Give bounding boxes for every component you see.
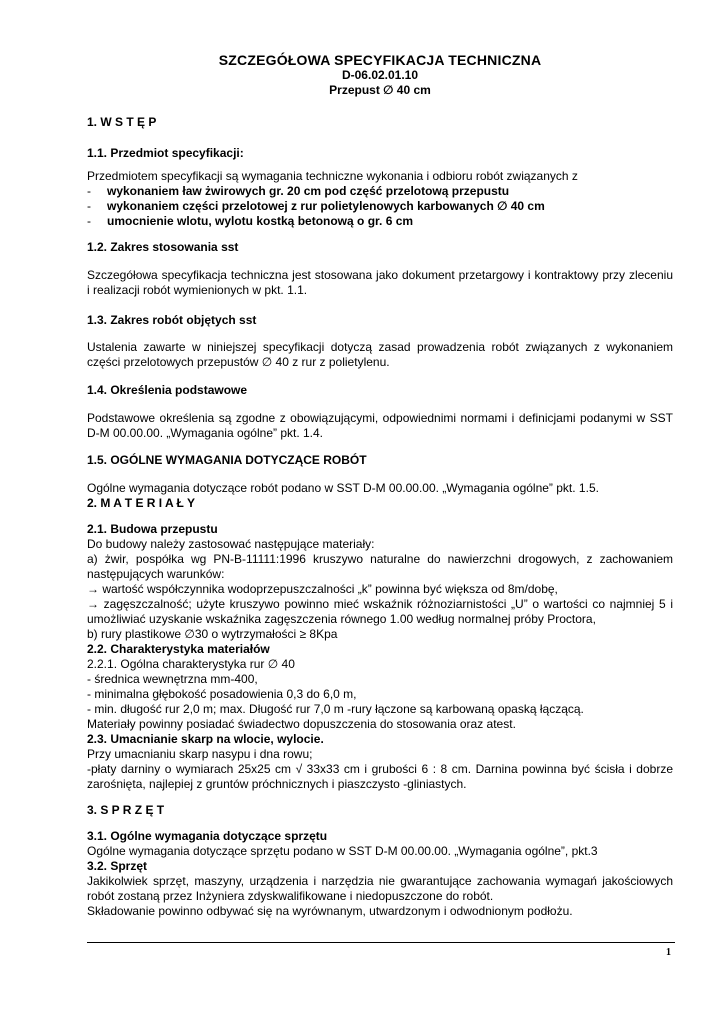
section-heading-1: 1. W S T Ę P xyxy=(87,115,157,129)
subsection-heading-1-5: 1.5. OGÓLNE WYMAGANIA DOTYCZĄCE ROBÓT xyxy=(87,453,367,467)
paragraph-line: Składowanie powinno odbywać się na wyrównanym, utwardzonym i odwodnionym podłożu. xyxy=(87,904,573,918)
paragraph-line: -płaty darniny o wymiarach 25x25 cm √ 33x33 cm i grubości 6 : 8 cm. Darnina powinna być ścisła i dobrze xyxy=(87,762,673,776)
paragraph-line: Przedmiotem specyfikacji są wymagania techniczne wykonania i odbioru robót związanych z xyxy=(87,169,578,183)
page-number: 1 xyxy=(666,947,671,958)
paragraph-line: Materiały powinny posiadać świadectwo dopuszczenia do stosowania oraz atest. xyxy=(87,717,516,731)
paragraph-line: b) rury plastikowe ∅30 o wytrzymałości ≥ 8Kpa xyxy=(87,627,338,641)
paragraph-line: D-M 00.00.00. „Wymagania ogólne” pkt. 1.4. xyxy=(87,426,324,440)
paragraph-line: Przy umacnianiu skarp nasypu i dna rowu; xyxy=(87,747,313,761)
subsection-heading-2-2: 2.2. Charakterystyka materiałów xyxy=(87,642,270,656)
specification-code: D-06.02.01.10 xyxy=(341,68,419,82)
paragraph-line: Do budowy należy zastosować następujące materiały: xyxy=(87,537,375,551)
document-title: SZCZEGÓŁOWA SPECYFIKACJA TECHNICZNA xyxy=(218,52,542,68)
paragraph-line: - min. długość rur 2,0 m; max. Długość rur 7,0 m -rury łączone są karbowaną opaską łączącą. xyxy=(87,702,584,716)
subsection-heading-1-1: 1.1. Przedmiot specyfikacji: xyxy=(87,146,244,160)
bullet-text: umocnienie wlotu, wylotu kostką betonową o gr. 6 cm xyxy=(107,214,414,228)
section-heading-2: 2. M A T E R I A Ł Y xyxy=(87,496,196,510)
paragraph-line: a) żwir, pospółka wg PN-B-11111:1996 kruszywo naturalne do nawierzchni drogowych, z zachowaniem xyxy=(87,552,673,566)
bullet-mark: - xyxy=(87,199,91,213)
footer-divider xyxy=(87,942,675,943)
bullet-text: wykonaniem części przelotowej z rur polietylenowych karbowanych ∅ 40 cm xyxy=(107,199,545,213)
paragraph-line: i realizacji robót wymienionych w pkt. 1.1. xyxy=(87,283,308,297)
subsection-heading-1-3: 1.3. Zakres robót objętych sst xyxy=(87,313,257,327)
subsection-heading-1-2: 1.2. Zakres stosowania sst xyxy=(87,240,239,254)
paragraph-line: robót zostaną przez Inżyniera zdyskwalifikowane i niedopuszczone do robót. xyxy=(87,889,494,903)
bullet-mark: - xyxy=(87,214,91,228)
paragraph-line: - średnica wewnętrzna mm-400, xyxy=(87,672,258,686)
paragraph-line: 2.2.1. Ogólna charakterystyka rur ∅ 40 xyxy=(87,657,295,671)
subsection-heading-3-1: 3.1. Ogólne wymagania dotyczące sprzętu xyxy=(87,829,328,843)
paragraph-line: Jakikolwiek sprzęt, maszyny, urządzenia i narzędzia nie gwarantujące zachowania wymagań jakościowych xyxy=(87,874,673,888)
paragraph-line: Ustalenia zawarte w niniejszej specyfikacji dotyczą zasad prowadzenia robót związanych z wykonaniem xyxy=(87,340,673,354)
paragraph-line: zarośnięta, najlepiej z gruntów próchnicznych i piaszczysto -gliniastych. xyxy=(87,777,467,791)
bullet-mark: - xyxy=(87,184,91,198)
specification-subject: Przepust ∅ 40 cm xyxy=(329,83,431,97)
paragraph-line: → wartość współczynnika wodoprzepuszczalności „k” powinna być większa od 8m/dobę, xyxy=(87,582,558,596)
paragraph-line: → zagęszczalność; użyte kruszywo powinno mieć wskaźnik różnoziarnistości „U” o wartości co najmniej 5 i xyxy=(87,597,673,611)
paragraph-line: umożliwiać uzyskanie wskaźnika zagęszczenia równego 1.00 według normalnej próby Proctora, xyxy=(87,612,596,626)
bullet-list-item xyxy=(87,214,673,229)
paragraph-line: części przelotowych przepustów ∅ 40 z rur z polietylenu. xyxy=(87,355,390,369)
section-heading-3: 3. S P R Z Ę T xyxy=(87,803,165,817)
subsection-heading-3-2: 3.2. Sprzęt xyxy=(87,859,148,873)
paragraph-line: Ogólne wymagania dotyczące sprzętu podano w SST D-M 00.00.00. „Wymagania ogólne”, pkt.3 xyxy=(87,844,598,858)
subsection-heading-1-4: 1.4. Określenia podstawowe xyxy=(87,383,248,397)
paragraph-line: Ogólne wymagania dotyczące robót podano w SST D-M 00.00.00. „Wymagania ogólne” pkt. 1.5. xyxy=(87,481,599,495)
paragraph-line: - minimalna głębokość posadowienia 0,3 do 6,0 m, xyxy=(87,687,357,701)
bullet-list-item xyxy=(87,184,673,199)
bullet-list-item xyxy=(87,199,673,214)
paragraph-line: następujących warunków: xyxy=(87,567,225,581)
bullet-text: wykonaniem ław żwirowych gr. 20 cm pod część przelotową przepustu xyxy=(107,184,510,198)
paragraph-line: Szczegółowa specyfikacja techniczna jest stosowana jako dokument przetargowy i kontraktowy przy zleceniu xyxy=(87,268,673,282)
subsection-heading-2-3: 2.3. Umacnianie skarp na wlocie, wylocie. xyxy=(87,732,324,746)
subsection-heading-2-1: 2.1. Budowa przepustu xyxy=(87,522,218,536)
paragraph-line: Podstawowe określenia są zgodne z obowiązującymi, odpowiednimi normami i definicjami podanymi w SST xyxy=(87,411,673,425)
